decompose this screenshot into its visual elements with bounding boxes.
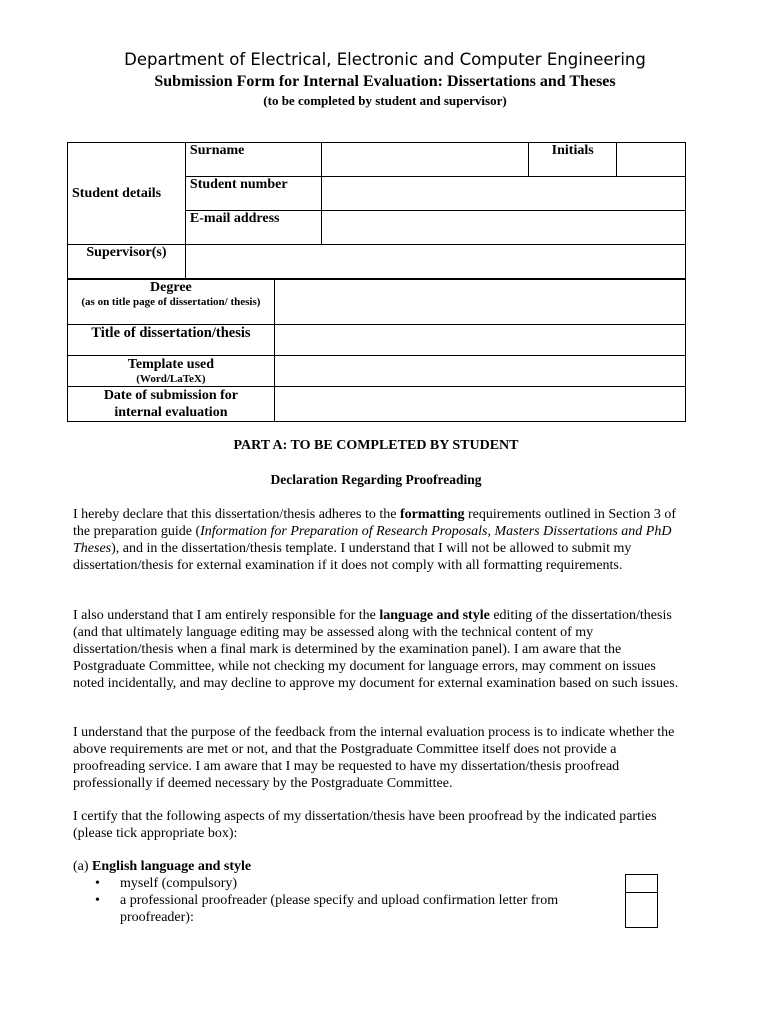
formatting-keyword: formatting <box>399 507 465 522</box>
myself-checkbox[interactable] <box>625 874 658 893</box>
student-details-table <box>67 142 686 279</box>
section-a-title: English language and style <box>92 859 252 874</box>
initials-label: Initials <box>529 143 617 177</box>
email-label: E-mail address <box>185 211 321 245</box>
bullet-icon: • <box>95 893 100 908</box>
surname-label: Surname <box>185 143 321 177</box>
student-details-label: Student details <box>68 143 186 245</box>
form-instruction: (to be completed by student and supervisor) <box>263 93 507 108</box>
supervisor-label: Supervisor(s) <box>68 245 186 279</box>
professional-proofreader-checkbox[interactable] <box>625 892 658 928</box>
template-note: (Word/LaTeX) <box>136 373 206 385</box>
declaration-heading: Declaration Regarding Proofreading <box>270 472 482 487</box>
form-title: Submission Form for Internal Evaluation: Dissertations and Theses <box>154 73 616 90</box>
part-a-heading: PART A: TO BE COMPLETED BY STUDENT <box>233 438 519 453</box>
thesis-details-table <box>67 279 686 422</box>
language-keyword: language and style <box>379 608 490 623</box>
formatting-text-1: I hereby declare that this dissertation/thesis adheres to the <box>73 507 400 522</box>
language-paragraph <box>73 607 688 692</box>
language-text-2: editing of the dissertation/thesis (and that ultimately language editing may be assessed along with the technical content of my dissertation/thesis when a final mark is determined by the examination panel). I am aware that the Postgraduate Committee, while not checking my document for language errors, may comment on issues noted incidentally, and may decline to approve my document for external examination based on such issues. <box>73 608 679 691</box>
section-a-heading <box>73 858 633 875</box>
department-name: Department of Electrical, Electronic and Computer Engineering <box>124 50 646 69</box>
option-myself-label: myself (compulsory) <box>120 876 238 891</box>
language-text-1: I also understand that I am entirely responsible for the <box>73 608 380 623</box>
formatting-text-2: requirements outlined in Section 3 of the preparation guide ( <box>73 507 677 539</box>
list-item-myself <box>73 875 633 892</box>
email-field[interactable] <box>321 211 685 245</box>
formatting-paragraph <box>73 506 688 574</box>
section-a-prefix: (a) <box>73 859 93 874</box>
option-professional-label: a professional proofreader (please specify and upload confirmation letter from proofreader): <box>120 893 559 925</box>
proofreading-section-a <box>73 858 633 926</box>
template-label: Template used <box>127 357 215 372</box>
guide-title: Information for Preparation of Research Proposals, Masters Dissertations and PhD Theses <box>73 524 672 556</box>
degree-cell <box>68 280 275 325</box>
list-item-professional <box>73 892 633 926</box>
template-field[interactable] <box>274 356 685 387</box>
submission-date-field[interactable] <box>274 387 685 422</box>
surname-field[interactable] <box>321 143 528 177</box>
degree-note: (as on title page of dissertation/ thesis) <box>81 296 261 308</box>
title-field[interactable] <box>274 325 685 356</box>
degree-field[interactable] <box>274 280 685 325</box>
degree-label: Degree <box>150 280 192 295</box>
initials-field[interactable] <box>617 143 686 177</box>
certify-paragraph: I certify that the following aspects of my dissertation/thesis have been proofread by the indicated parties (please tick appropriate box): <box>73 809 657 841</box>
template-cell <box>68 356 275 387</box>
student-number-label: Student number <box>185 177 321 211</box>
title-label: Title of dissertation/thesis <box>68 325 275 356</box>
student-number-field[interactable] <box>321 177 685 211</box>
feedback-paragraph: I understand that the purpose of the feedback from the internal evaluation process is to indicate whether the above requirements are met or not, and that the Postgraduate Committee itself does not provide a proofreading service. I am aware that I may be requested to have my dissertation/thesis proofread professionally if deemed necessary by the Postgraduate Committee. <box>73 725 675 791</box>
bullet-icon: • <box>95 876 100 891</box>
formatting-text-3: ), and in the dissertation/thesis template. I understand that I will not be allowed to submit my dissertation/thesis for external examination if it does not comply with all formatting requirements. <box>73 541 632 573</box>
submission-date-label: Date of submission for internal evaluation <box>68 387 275 422</box>
supervisor-field[interactable] <box>185 245 685 279</box>
